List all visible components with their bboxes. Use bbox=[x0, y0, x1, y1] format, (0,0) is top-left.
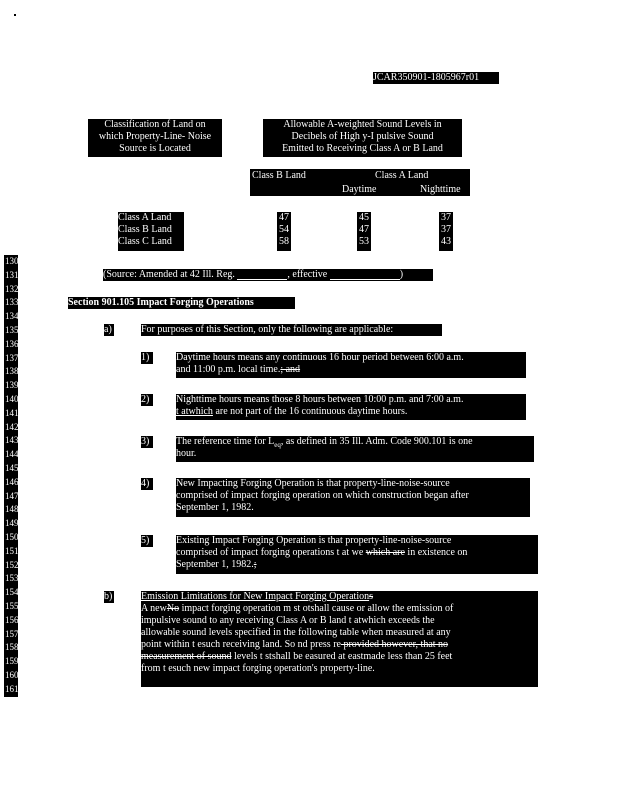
item-line: hour. bbox=[176, 448, 197, 459]
line-number: 153 bbox=[5, 573, 19, 584]
item-line: comprised of impact forging operation on which construction began after bbox=[176, 490, 469, 501]
line-number: 144 bbox=[5, 449, 19, 460]
item-line: comprised of impact forging operations t at we which are in existence on bbox=[176, 547, 468, 558]
class-b-land-header: Class B Land bbox=[252, 170, 306, 181]
daytime-header: Daytime bbox=[342, 184, 377, 195]
item-3-marker: 3) bbox=[141, 436, 153, 448]
table-header-land-classification bbox=[88, 119, 222, 157]
para-b-line: from t esuch new impact forging operation's property-line. bbox=[141, 663, 375, 674]
line-number: 143 bbox=[5, 435, 19, 446]
nighttime-values bbox=[439, 212, 453, 251]
item-2-marker: 2) bbox=[141, 394, 153, 406]
class-b-values bbox=[277, 212, 291, 251]
header-line: which Property-Line- Noise bbox=[98, 131, 212, 142]
line-number: 157 bbox=[5, 628, 19, 639]
para-b-line: A newNo impact forging operation m st otshall cause or allow the emission of bbox=[141, 603, 454, 614]
section-heading: Section 901.105 Impact Forging Operations bbox=[68, 297, 295, 309]
item-line: Daytime hours means any continuous 16 hour period between 6:00 a.m. bbox=[176, 352, 464, 363]
item-5-marker: 5) bbox=[141, 535, 153, 547]
para-b-marker: b) bbox=[104, 591, 113, 602]
line-number: 145 bbox=[5, 462, 19, 473]
item-1-text bbox=[176, 352, 526, 378]
para-a-marker: a) bbox=[104, 324, 114, 336]
line-number: 139 bbox=[5, 380, 19, 391]
table-cell: 54 bbox=[279, 224, 289, 235]
source-suffix: ) bbox=[399, 269, 404, 280]
para-b-line: impulsive sound to any receiving Class A or B land t atwhich exceeds the bbox=[141, 615, 435, 626]
line-number: 161 bbox=[5, 683, 19, 694]
line-number: 141 bbox=[5, 407, 19, 418]
document-id: JCAR350901-1805967r01 bbox=[373, 72, 499, 84]
source-middle: , effective bbox=[287, 269, 328, 280]
line-number: 149 bbox=[5, 518, 19, 529]
item-line: Existing Impact Forging Operation is that property-line-noise-source bbox=[176, 535, 452, 546]
table-row-label: Class A Land bbox=[118, 212, 172, 223]
line-number: 156 bbox=[5, 614, 19, 625]
line-number: 155 bbox=[5, 600, 19, 611]
para-b-text bbox=[141, 591, 538, 687]
table-row-labels bbox=[118, 212, 184, 251]
date-blank bbox=[330, 270, 400, 280]
table-cell: 47 bbox=[279, 212, 289, 223]
table-row-label: Class C Land bbox=[118, 236, 172, 247]
line-number: 137 bbox=[5, 352, 19, 363]
table-cell: 45 bbox=[359, 212, 369, 223]
line-number: 130 bbox=[5, 256, 19, 266]
line-number: 160 bbox=[5, 669, 19, 680]
line-number: 159 bbox=[5, 656, 19, 667]
line-number: 134 bbox=[5, 311, 19, 322]
line-number: 151 bbox=[5, 545, 19, 556]
table-cell: 58 bbox=[279, 236, 289, 247]
line-number: 142 bbox=[5, 421, 19, 432]
line-number: 135 bbox=[5, 324, 19, 335]
item-1-marker: 1) bbox=[141, 352, 153, 364]
reg-blank bbox=[237, 270, 287, 280]
table-cell: 37 bbox=[441, 224, 451, 235]
table-subheader bbox=[250, 169, 470, 196]
item-3-text bbox=[176, 436, 534, 462]
line-number: 152 bbox=[5, 559, 19, 570]
item-line: The reference time for $L_{eq}$, as defined in 35 Ill. Adm. Code 900.101 is one bbox=[176, 436, 473, 449]
line-number-column bbox=[4, 255, 18, 697]
class-a-land-header: Class A Land bbox=[375, 170, 429, 181]
table-header-allowable-levels bbox=[263, 119, 462, 157]
line-number: 154 bbox=[5, 587, 19, 598]
header-line: Allowable A-weighted Sound Levels in bbox=[283, 119, 442, 130]
item-line: September 1, 1982.; bbox=[176, 559, 257, 570]
table-row-label: Class B Land bbox=[118, 224, 172, 235]
line-number: 138 bbox=[5, 366, 19, 377]
line-number: 158 bbox=[5, 642, 19, 653]
line-number: 150 bbox=[5, 531, 19, 542]
header-line: Decibels of High y-I pulsive Sound bbox=[291, 131, 434, 142]
item-line: t atwhich are not part of the 16 continuous daytime hours. bbox=[176, 406, 408, 417]
table-cell: 43 bbox=[441, 236, 451, 247]
para-b-line: point within t esuch receiving land. So nd press re provided however, that no bbox=[141, 639, 449, 650]
table-cell: 53 bbox=[359, 236, 369, 247]
para-b-line: allowable sound levels specified in the following table when measured at any bbox=[141, 627, 451, 638]
header-line: Emitted to Receiving Class A or B Land bbox=[282, 143, 443, 154]
line-number: 131 bbox=[5, 269, 19, 280]
line-number: 148 bbox=[5, 504, 19, 515]
item-2-text bbox=[176, 394, 526, 420]
item-5-text bbox=[176, 535, 538, 574]
table-cell: 47 bbox=[359, 224, 369, 235]
item-line: Nighttime hours means those 8 hours between 10:00 p.m. and 7:00 a.m. bbox=[176, 394, 464, 405]
daytime-values bbox=[357, 212, 371, 251]
line-number: 133 bbox=[5, 297, 19, 308]
line-number: 147 bbox=[5, 490, 19, 501]
item-4-text bbox=[176, 478, 530, 517]
scan-speck bbox=[14, 14, 16, 16]
line-number: 140 bbox=[5, 393, 19, 404]
source-prefix: (Source: Amended at 42 Ill. Reg. bbox=[103, 269, 235, 280]
item-4-marker: 4) bbox=[141, 478, 153, 490]
header-line: Classification of Land on bbox=[104, 119, 206, 130]
item-line: and 11:00 p.m. local time.; and bbox=[176, 364, 301, 375]
item-line: September 1, 1982. bbox=[176, 502, 254, 513]
item-line: New Impacting Forging Operation is that property-line-noise-source bbox=[176, 478, 450, 489]
header-line: Source is Located bbox=[119, 143, 191, 154]
para-b-line: measurement of sound levels t stshall be easured at eastmade less than 25 feet bbox=[141, 651, 453, 662]
line-number: 146 bbox=[5, 476, 19, 487]
para-a-intro: For purposes of this Section, only the following are applicable: bbox=[141, 324, 442, 336]
source-note bbox=[103, 269, 433, 281]
table-cell: 37 bbox=[441, 212, 451, 223]
line-number: 136 bbox=[5, 338, 19, 349]
nighttime-header: Nighttime bbox=[420, 184, 461, 195]
line-number: 132 bbox=[5, 283, 19, 294]
para-b-heading: Emission Limitations for New Impact Forging Operations bbox=[141, 591, 374, 602]
